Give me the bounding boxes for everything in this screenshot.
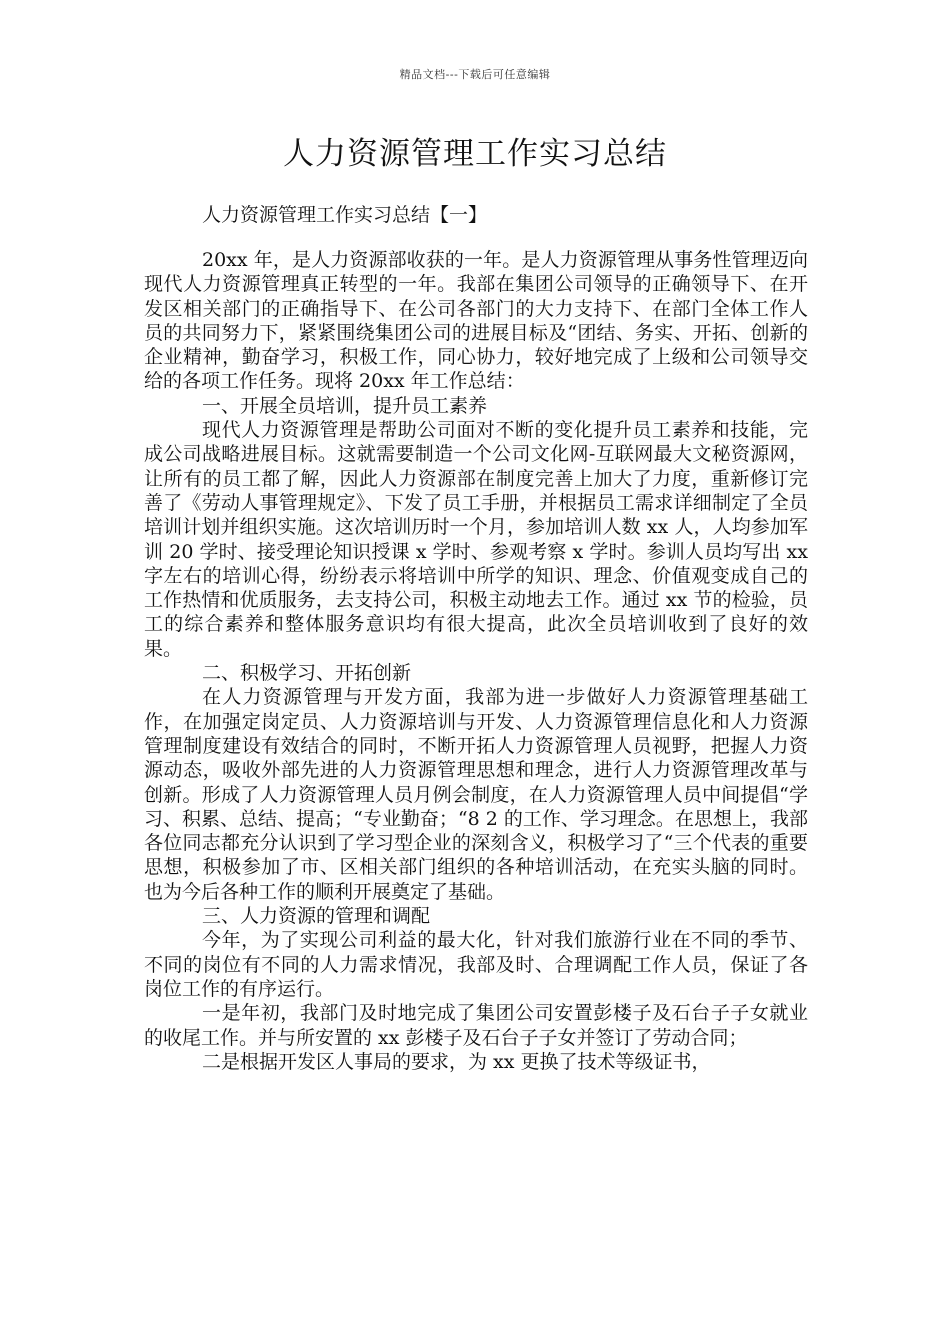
paragraph-item-1: 一是年初，我部门及时地完成了集团公司安置彭楼子及石台子子女就业的收尾工作。并与所安置的 xx 彭楼子及石台子子女并签订了劳动合同； (144, 1002, 808, 1049)
document-body (144, 248, 808, 1074)
paragraph-training: 现代人力资源管理是帮助公司面对不断的变化提升员工素养和技能，完成公司战略进展目标。这就需要制造一个公司文化网-互联网最大文秘资源网，让所有的员工都了解，因此人力资源部在制度完善上加大了力度，重新修订完善了《劳动人事管理规定》、下发了员工手册，并根据员工需求详细制定了全员培训计划并组织实施。这次培训历时一个月，参加培训人数 xx 人，人均参加军训 20 学时、接受理论知识授课 x 学时、参观考察 x 学时。参训人员均写出 xx 字左右的培训心得，纷纷表示将培训中所学的知识、理念、价值观变成自己的工作热情和优质服务，去支持公司，积极主动地去工作。通过 xx 节的检验，员工的综合素养和整体服务意识均有很大提高，此次全员培训收到了良好的效果。 (144, 419, 808, 660)
document-title: 人力资源管理工作实习总结 (283, 136, 667, 172)
section-heading-1: 一、开展全员培训，提升员工素养 (202, 394, 488, 417)
section-heading-2: 二、积极学习、开拓创新 (202, 662, 412, 685)
header-note: 精品文档---下载后可任意编辑 (399, 68, 551, 81)
paragraph-item-2: 二是根据开发区人事局的要求，为 xx 更换了技术等级证书， (202, 1050, 711, 1073)
paragraph-allocation: 今年，为了实现公司利益的最大化，针对我们旅游行业在不同的季节、不同的岗位有不同的人力需求情况，我部及时、合理调配工作人员，保证了各岗位工作的有序运行。 (144, 929, 808, 1000)
section-heading-3: 三、人力资源的管理和调配 (202, 905, 431, 928)
paragraph-intro: 20xx 年，是人力资源部收获的一年。是人力资源管理从事务性管理迈向现代人力资源管理真正转型的一年。我部在集团公司领导的正确领导下、在开发区相关部门的正确指导下、在公司各部门的大力支持下、在部门全体工作人员的共同努力下，紧紧围绕集团公司的进展目标及“团结、务实、开拓、创新的企业精神，勤奋学习，积极工作，同心协力，较好地完成了上级和公司领导交给的各项工作任务。现将 20xx 年工作总结： (144, 249, 808, 393)
paragraph-innovation: 在人力资源管理与开发方面，我部为进一步做好人力资源管理基础工作，在加强定岗定员、人力资源培训与开发、人力资源管理信息化和人力资源管理制度建设有效结合的同时，不断开拓人力资源管理人员视野，把握人力资源动态，吸收外部先进的人力资源管理思想和理念，进行人力资源管理改革与创新。形成了人力资源管理人员月例会制度，在人力资源管理人员中间提倡“学习、积累、总结、提高；“专业勤奋；“8 2 的工作、学习理念。在思想上，我部各位同志都充分认识到了学习型企业的深刻含义，积极学习了“三个代表的重要思想，积极参加了市、区相关部门组织的各种培训活动，在充实头脑的同时。也为今后各种工作的顺利开展奠定了基础。 (144, 686, 808, 903)
document-subtitle: 人力资源管理工作实习总结【一】 (202, 204, 488, 226)
